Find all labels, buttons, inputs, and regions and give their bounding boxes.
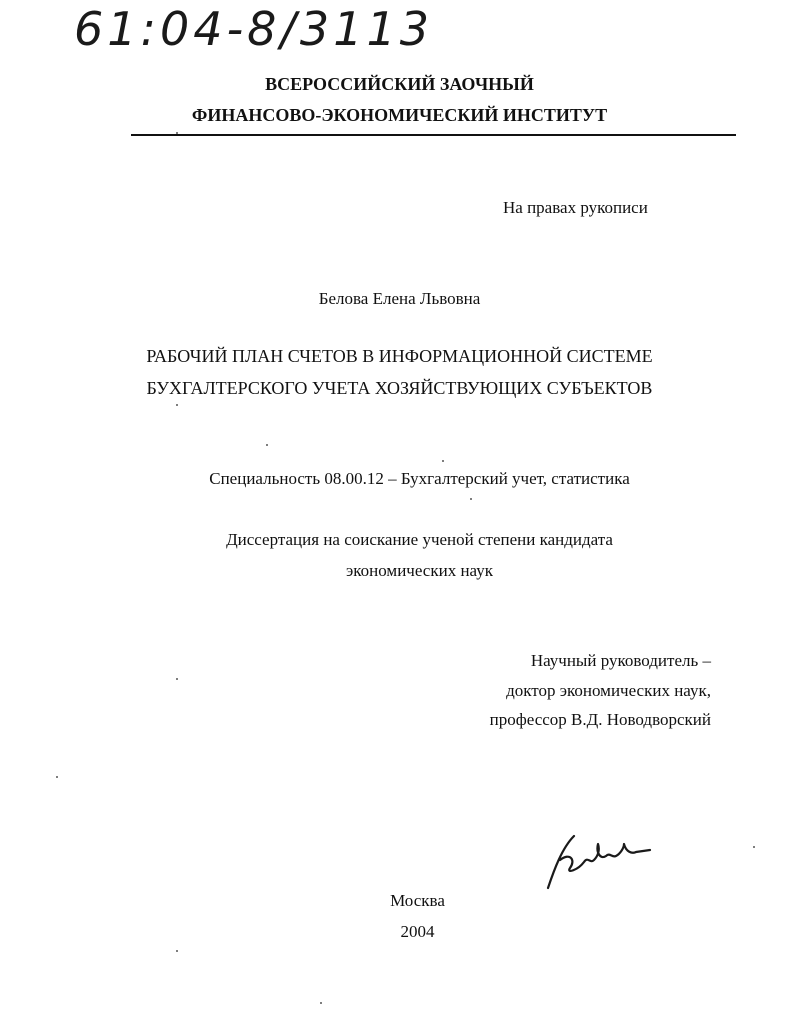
author-name: Белова Елена Львовна	[318, 289, 481, 308]
dissertation-title-line2: БУХГАЛТЕРСКОГО УЧЕТА ХОЗЯЙСТВУЮЩИХ СУБЪЕКТОВ	[146, 378, 653, 398]
manuscript-rights-note: На правах рукописи	[503, 198, 648, 217]
header-divider	[131, 134, 736, 136]
scan-speck	[176, 950, 178, 952]
institution-name-line1: ВСЕРОССИЙСКИЙ ЗАОЧНЫЙ	[265, 74, 534, 94]
scan-speck	[56, 776, 58, 778]
city: Москва	[390, 891, 445, 910]
scan-speck	[266, 444, 268, 446]
scan-speck	[753, 846, 755, 848]
degree-statement-line1: Диссертация на соискание ученой степени кандидата	[226, 530, 613, 549]
scan-speck	[470, 498, 472, 500]
degree-statement-line2: экономических наук	[345, 561, 494, 580]
year: 2004	[400, 922, 435, 941]
archive-code-handwritten: 61:04-8/3113	[74, 2, 433, 56]
handwritten-signature-icon	[540, 830, 660, 892]
scan-speck	[176, 404, 178, 406]
supervisor-degree: доктор экономических наук,	[506, 681, 711, 700]
scan-speck	[442, 460, 444, 462]
specialty-line: Специальность 08.00.12 – Бухгалтерский учет, статистика	[209, 469, 630, 488]
supervisor-name: профессор В.Д. Новодворский	[489, 710, 711, 729]
supervisor-role: Научный руководитель –	[530, 651, 711, 670]
dissertation-title-line1: РАБОЧИЙ ПЛАН СЧЕТОВ В ИНФОРМАЦИОННОЙ СИСТЕМЕ	[146, 346, 653, 366]
scan-speck	[176, 132, 178, 134]
scan-speck	[320, 1002, 322, 1004]
scan-speck	[176, 678, 178, 680]
institution-name-line2: ФИНАНСОВО-ЭКОНОМИЧЕСКИЙ ИНСТИТУТ	[191, 105, 608, 125]
